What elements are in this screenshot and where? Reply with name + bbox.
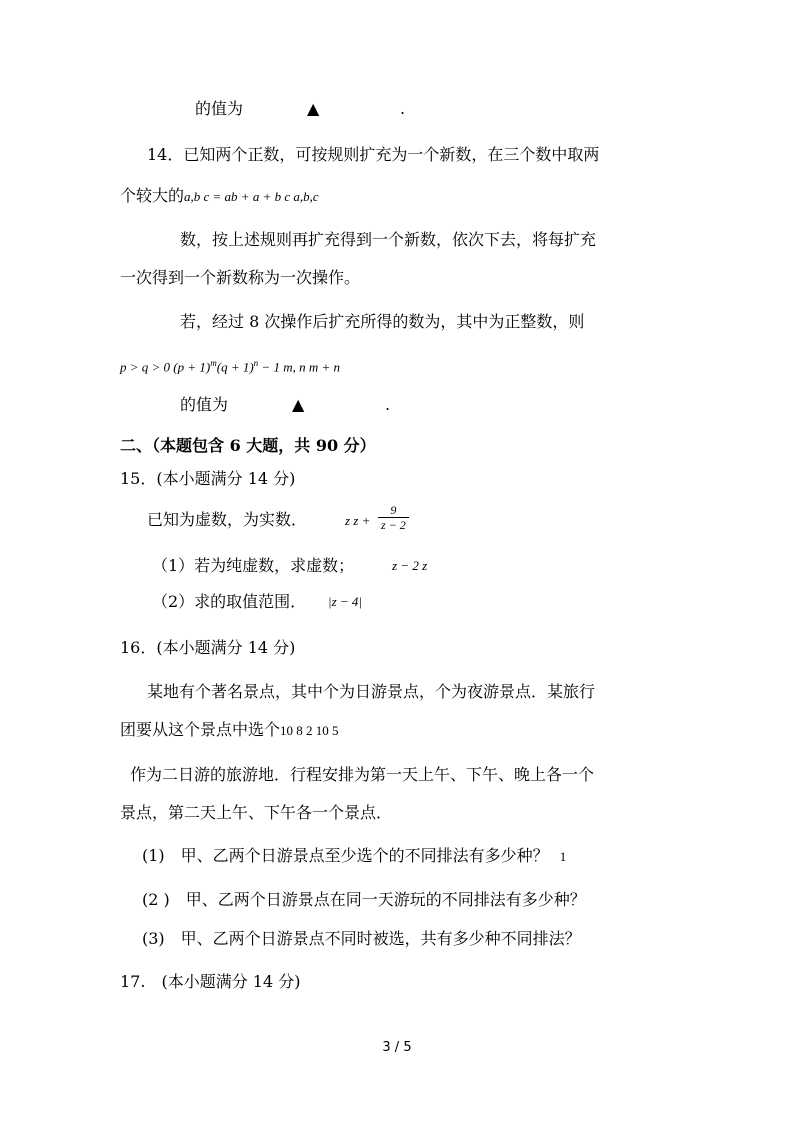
question-14-line-3: 数，按上述规则再扩充得到一个新数，依次下去，将每扩充 (180, 230, 597, 249)
math-expression: |z − 4| (328, 594, 362, 609)
answer-line-14 (180, 395, 391, 415)
question-14-math (120, 355, 340, 375)
answer-line-13 (195, 99, 406, 119)
question-14-line-5: 若，经过 8 次操作后扩充所得的数为，其中为正整数，则 (180, 312, 585, 331)
question-16-line-1: 某地有个著名景点，其中个为日游景点，个为夜游景点．某旅行 (147, 682, 596, 701)
fraction-denominator: z − 2 (381, 518, 406, 532)
math-part: p > q > 0 (p + 1) (120, 359, 211, 375)
text: 已知为虚数，为实数． (147, 510, 308, 529)
math-part: − 1 m, n m + n (258, 359, 340, 375)
math-part: (q + 1) (216, 359, 254, 375)
question-15-part-2: （2）求的取值范围． (152, 592, 307, 611)
question-16-part-3: (3) 甲、乙两个日游景点不同时被选，共有多少种不同排法？ (142, 929, 581, 948)
superscript: n (253, 358, 259, 368)
question-17-title: 17. (本小题满分 14 分) (120, 972, 301, 991)
page-number: 3 / 5 (382, 1040, 412, 1055)
fraction-numerator: 9 (378, 503, 409, 518)
question-15-title: 15．(本小题满分 14 分) (120, 469, 296, 488)
question-16-line-4: 景点，第二天上午、下午各一个景点． (120, 803, 393, 822)
question-14-line-4: 一次得到一个新数称为一次操作。 (120, 268, 361, 287)
question-14-title: 14．已知两个正数，可按规则扩充为一个新数，在三个数中取两 (147, 145, 600, 164)
fraction (378, 503, 409, 532)
answer-mark-triangle-icon: ▲ (307, 99, 320, 118)
question-16-line-2 (120, 720, 339, 741)
period: . (385, 395, 391, 414)
question-16-part-2: (2 ) 甲、乙两个日游景点在同一天游玩的不同排法有多少种？ (142, 890, 586, 909)
question-15-part-1: （1）若为纯虚数，求虚数； (152, 556, 355, 575)
superscript: m (210, 358, 217, 368)
period: . (400, 99, 406, 118)
text: 个较大的 (120, 186, 185, 205)
math-expression: z − 2 z (392, 558, 428, 573)
text: 的值为 (180, 395, 229, 414)
math-expression: z z + (345, 513, 371, 528)
math-expression: 10 8 2 10 5 (280, 723, 339, 738)
text: (1) 甲、乙两个日游景点至少选个的不同排法有多少种？ (142, 846, 549, 865)
question-16-line-3: 作为二日游的旅游地．行程安排为第一天上午、下午、晚上各一个 (130, 765, 595, 784)
math-expression: 1 (559, 849, 567, 864)
question-16-part-1 (142, 846, 566, 867)
text: 的值为 (195, 99, 244, 118)
text: 团要从这个景点中选个 (120, 720, 281, 739)
math-expression: a,b c = ab + a + b c a,b,c (184, 189, 319, 204)
question-16-title: 16．(本小题满分 14 分) (120, 638, 296, 657)
answer-mark-triangle-icon: ▲ (292, 395, 305, 414)
question-14-line-2 (120, 186, 319, 207)
section-heading: 二、（本题包含 6 大题，共 90 分） (120, 436, 376, 455)
question-15-line-1 (147, 510, 307, 530)
